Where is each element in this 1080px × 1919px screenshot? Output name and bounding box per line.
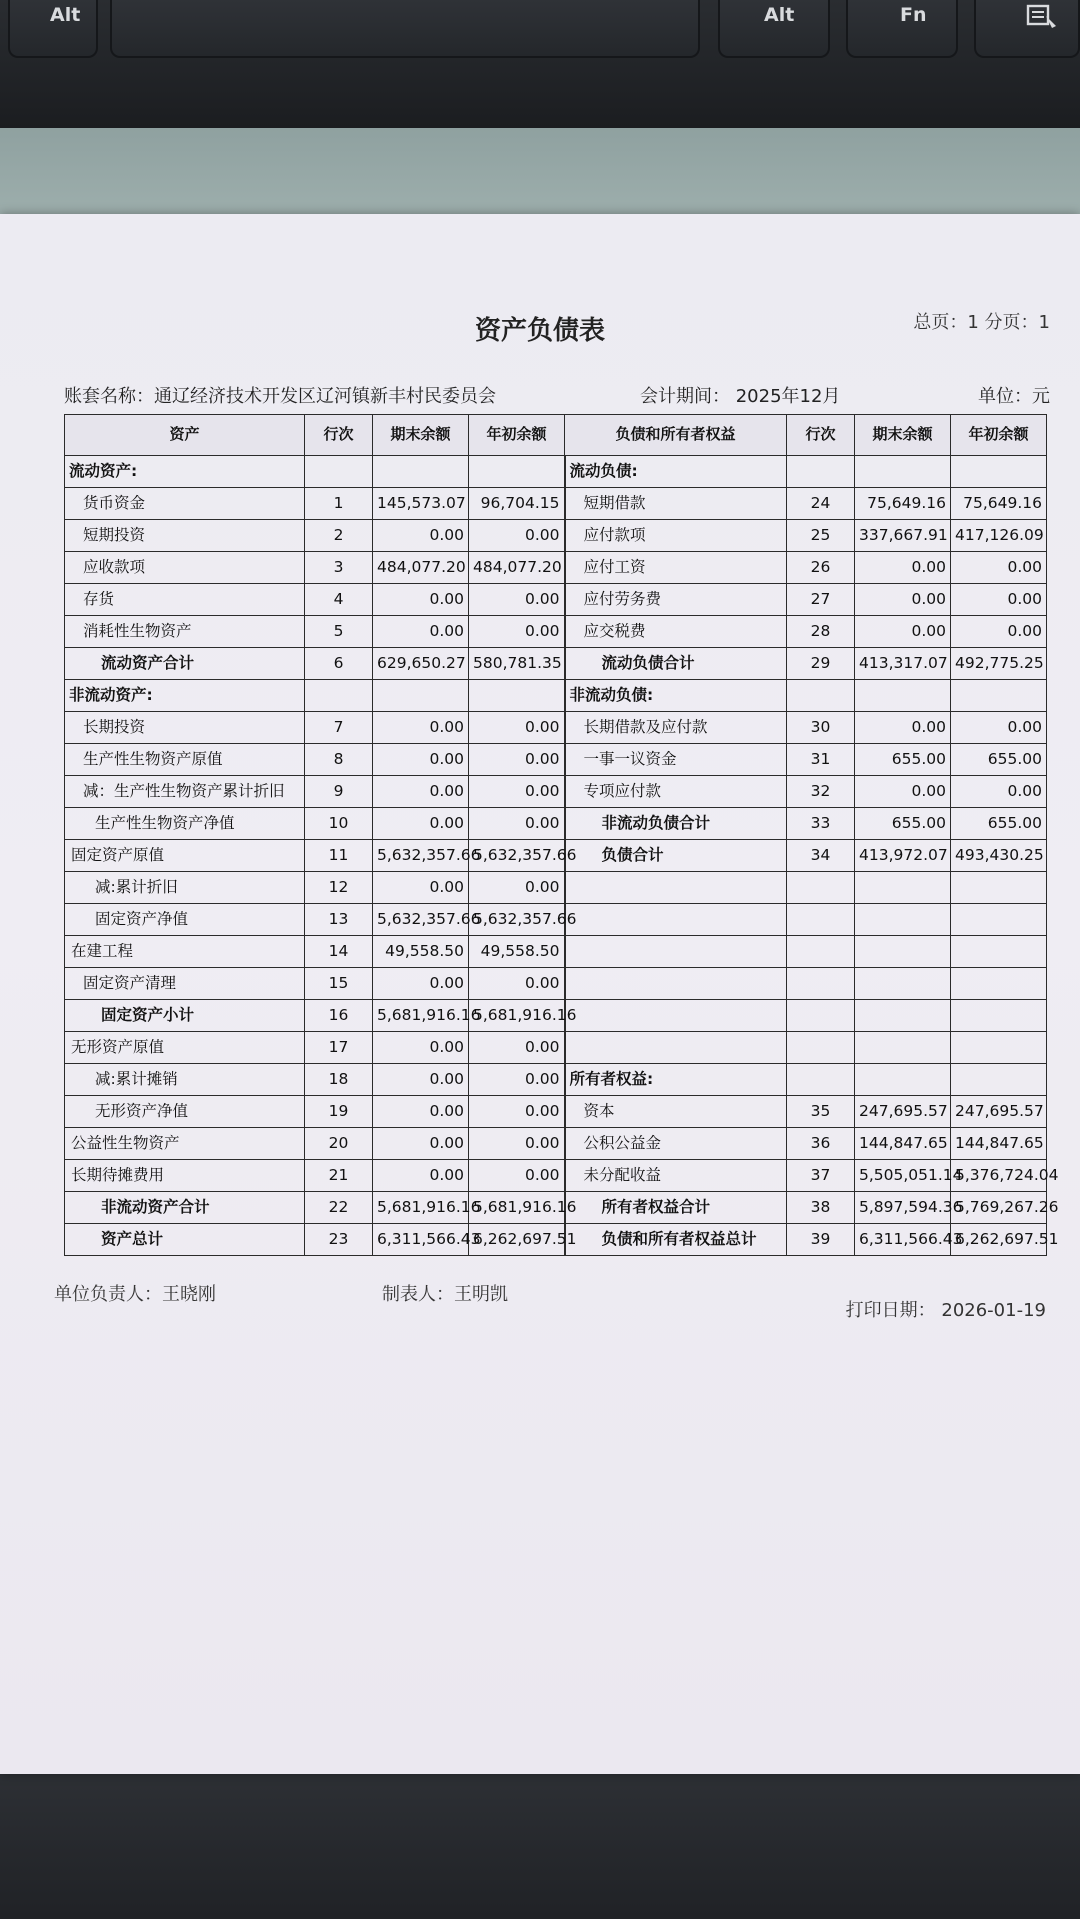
right-item-name bbox=[565, 936, 787, 968]
left-line-no: 6 bbox=[305, 648, 373, 680]
table-row bbox=[65, 776, 1047, 808]
left-item-name: 在建工程 bbox=[65, 936, 305, 968]
left-item-name: 固定资产清理 bbox=[65, 968, 305, 1000]
left-begin-balance: 5,632,357.66 bbox=[469, 904, 565, 936]
left-line-no: 7 bbox=[305, 712, 373, 744]
right-line-no bbox=[787, 936, 855, 968]
right-item-name: 负债和所有者权益总计 bbox=[565, 1224, 787, 1256]
left-item-name: 流动资产合计 bbox=[65, 648, 305, 680]
right-end-balance: 655.00 bbox=[855, 808, 951, 840]
left-item-name: 非流动资产: bbox=[65, 680, 305, 712]
left-end-balance bbox=[373, 680, 469, 712]
left-end-balance: 0.00 bbox=[373, 744, 469, 776]
right-end-balance: 247,695.57 bbox=[855, 1096, 951, 1128]
desk-surface bbox=[0, 128, 1080, 228]
left-end-balance: 5,632,357.66 bbox=[373, 904, 469, 936]
right-line-no: 29 bbox=[787, 648, 855, 680]
left-line-no: 15 bbox=[305, 968, 373, 1000]
right-end-balance bbox=[855, 456, 951, 488]
right-item-name: 流动负债合计 bbox=[565, 648, 787, 680]
right-item-name bbox=[565, 968, 787, 1000]
left-line-no: 12 bbox=[305, 872, 373, 904]
right-item-name: 公积公益金 bbox=[565, 1128, 787, 1160]
left-begin-balance: 5,632,357.66 bbox=[469, 840, 565, 872]
right-begin-balance: 492,775.25 bbox=[951, 648, 1047, 680]
right-line-no: 28 bbox=[787, 616, 855, 648]
left-begin-balance: 0.00 bbox=[469, 744, 565, 776]
right-begin-balance: 0.00 bbox=[951, 776, 1047, 808]
right-begin-balance bbox=[951, 680, 1047, 712]
left-end-balance: 0.00 bbox=[373, 872, 469, 904]
right-end-balance bbox=[855, 968, 951, 1000]
left-end-balance: 5,681,916.16 bbox=[373, 1000, 469, 1032]
right-item-name: 应付工资 bbox=[565, 552, 787, 584]
right-line-no bbox=[787, 680, 855, 712]
right-begin-balance: 0.00 bbox=[951, 616, 1047, 648]
left-line-no: 1 bbox=[305, 488, 373, 520]
print-date: 打印日期： 2026-01-19 bbox=[845, 1300, 1046, 1321]
report-title: 资产负债表 bbox=[474, 316, 605, 346]
right-line-no: 37 bbox=[787, 1160, 855, 1192]
left-line-no: 16 bbox=[305, 1000, 373, 1032]
table-row bbox=[65, 584, 1047, 616]
left-begin-balance: 0.00 bbox=[469, 1160, 565, 1192]
right-line-no bbox=[787, 904, 855, 936]
alt-key-right: Alt bbox=[718, 0, 830, 58]
right-begin-balance: 247,695.57 bbox=[951, 1096, 1047, 1128]
left-line-no: 3 bbox=[305, 552, 373, 584]
left-end-balance: 484,077.20 bbox=[373, 552, 469, 584]
right-item-name: 应付劳务费 bbox=[565, 584, 787, 616]
left-item-name: 公益性生物资产 bbox=[65, 1128, 305, 1160]
left-begin-balance: 0.00 bbox=[469, 712, 565, 744]
col-header-begin-balance: 年初余额 bbox=[951, 415, 1047, 456]
left-item-name: 固定资产小计 bbox=[65, 1000, 305, 1032]
right-line-no bbox=[787, 968, 855, 1000]
right-item-name: 短期借款 bbox=[565, 488, 787, 520]
right-line-no bbox=[787, 1032, 855, 1064]
right-item-name: 流动负债: bbox=[565, 456, 787, 488]
table-row bbox=[65, 872, 1047, 904]
right-begin-balance bbox=[951, 904, 1047, 936]
right-line-no: 24 bbox=[787, 488, 855, 520]
right-item-name: 资本 bbox=[565, 1096, 787, 1128]
left-line-no: 2 bbox=[305, 520, 373, 552]
right-end-balance bbox=[855, 680, 951, 712]
left-item-name: 长期投资 bbox=[65, 712, 305, 744]
right-line-no bbox=[787, 456, 855, 488]
right-end-balance bbox=[855, 904, 951, 936]
table-row bbox=[65, 1000, 1047, 1032]
left-line-no: 22 bbox=[305, 1192, 373, 1224]
left-end-balance: 0.00 bbox=[373, 1160, 469, 1192]
left-begin-balance: 0.00 bbox=[469, 584, 565, 616]
col-header-line: 行次 bbox=[305, 415, 373, 456]
right-item-name: 所有者权益合计 bbox=[565, 1192, 787, 1224]
left-item-name: 无形资产净值 bbox=[65, 1096, 305, 1128]
left-item-name: 短期投资 bbox=[65, 520, 305, 552]
left-item-name: 货币资金 bbox=[65, 488, 305, 520]
left-begin-balance: 5,681,916.16 bbox=[469, 1192, 565, 1224]
right-begin-balance: 493,430.25 bbox=[951, 840, 1047, 872]
left-end-balance: 0.00 bbox=[373, 776, 469, 808]
right-begin-balance: 75,649.16 bbox=[951, 488, 1047, 520]
table-row bbox=[65, 1224, 1047, 1256]
left-line-no: 11 bbox=[305, 840, 373, 872]
right-line-no: 27 bbox=[787, 584, 855, 616]
left-begin-balance: 0.00 bbox=[469, 1096, 565, 1128]
left-item-name: 生产性生物资产原值 bbox=[65, 744, 305, 776]
menu-key bbox=[974, 0, 1080, 58]
right-begin-balance: 144,847.65 bbox=[951, 1128, 1047, 1160]
right-begin-balance bbox=[951, 936, 1047, 968]
left-item-name: 长期待摊费用 bbox=[65, 1160, 305, 1192]
left-end-balance: 145,573.07 bbox=[373, 488, 469, 520]
left-end-balance: 0.00 bbox=[373, 712, 469, 744]
left-end-balance: 6,311,566.43 bbox=[373, 1224, 469, 1256]
table-row bbox=[65, 1128, 1047, 1160]
accounting-period: 会计期间： 2025年12月 bbox=[640, 386, 841, 407]
alt-key-left: Alt bbox=[8, 0, 98, 58]
right-item-name: 应交税费 bbox=[565, 616, 787, 648]
left-line-no: 23 bbox=[305, 1224, 373, 1256]
space-key bbox=[110, 0, 700, 58]
col-header-end-balance: 期末余额 bbox=[373, 415, 469, 456]
right-item-name: 非流动负债合计 bbox=[565, 808, 787, 840]
col-header-end-balance: 期末余额 bbox=[855, 415, 951, 456]
unit-manager: 单位负责人：王晓刚 bbox=[54, 1284, 216, 1305]
right-item-name bbox=[565, 1032, 787, 1064]
right-line-no: 38 bbox=[787, 1192, 855, 1224]
table-row bbox=[65, 552, 1047, 584]
left-line-no: 10 bbox=[305, 808, 373, 840]
left-end-balance: 0.00 bbox=[373, 1064, 469, 1096]
page-info: 总页：1 分页：1 bbox=[913, 312, 1050, 333]
left-begin-balance: 580,781.35 bbox=[469, 648, 565, 680]
right-line-no bbox=[787, 1064, 855, 1096]
left-begin-balance: 0.00 bbox=[469, 616, 565, 648]
left-begin-balance: 0.00 bbox=[469, 1032, 565, 1064]
left-item-name: 减:累计摊销 bbox=[65, 1064, 305, 1096]
right-end-balance bbox=[855, 872, 951, 904]
table-row bbox=[65, 680, 1047, 712]
preparer: 制表人：王明凯 bbox=[382, 1284, 508, 1305]
right-end-balance: 75,649.16 bbox=[855, 488, 951, 520]
left-line-no bbox=[305, 680, 373, 712]
right-end-balance: 0.00 bbox=[855, 584, 951, 616]
right-begin-balance: 5,769,267.26 bbox=[951, 1192, 1047, 1224]
left-item-name: 流动资产: bbox=[65, 456, 305, 488]
left-begin-balance: 0.00 bbox=[469, 808, 565, 840]
left-end-balance: 49,558.50 bbox=[373, 936, 469, 968]
right-end-balance: 0.00 bbox=[855, 616, 951, 648]
right-end-balance: 144,847.65 bbox=[855, 1128, 951, 1160]
left-end-balance: 5,632,357.66 bbox=[373, 840, 469, 872]
left-begin-balance: 0.00 bbox=[469, 968, 565, 1000]
right-end-balance: 5,505,051.14 bbox=[855, 1160, 951, 1192]
left-line-no: 18 bbox=[305, 1064, 373, 1096]
right-begin-balance: 6,262,697.51 bbox=[951, 1224, 1047, 1256]
right-item-name bbox=[565, 904, 787, 936]
left-item-name: 固定资产净值 bbox=[65, 904, 305, 936]
table-row bbox=[65, 1032, 1047, 1064]
right-begin-balance bbox=[951, 456, 1047, 488]
right-begin-balance bbox=[951, 1032, 1047, 1064]
left-line-no: 17 bbox=[305, 1032, 373, 1064]
menu-key-icon bbox=[1026, 4, 1060, 30]
left-line-no: 19 bbox=[305, 1096, 373, 1128]
right-end-balance bbox=[855, 1032, 951, 1064]
right-end-balance: 5,897,594.36 bbox=[855, 1192, 951, 1224]
left-begin-balance bbox=[469, 680, 565, 712]
table-row bbox=[65, 488, 1047, 520]
table-row bbox=[65, 616, 1047, 648]
right-line-no: 35 bbox=[787, 1096, 855, 1128]
col-header-line: 行次 bbox=[787, 415, 855, 456]
right-item-name bbox=[565, 1000, 787, 1032]
balance-sheet-table bbox=[64, 414, 1059, 1256]
right-line-no: 32 bbox=[787, 776, 855, 808]
right-line-no bbox=[787, 1000, 855, 1032]
right-begin-balance: 417,126.09 bbox=[951, 520, 1047, 552]
right-begin-balance bbox=[951, 872, 1047, 904]
left-end-balance bbox=[373, 456, 469, 488]
left-item-name: 减:累计折旧 bbox=[65, 872, 305, 904]
table-row bbox=[65, 648, 1047, 680]
right-end-balance: 413,972.07 bbox=[855, 840, 951, 872]
table-row bbox=[65, 1064, 1047, 1096]
left-item-name: 存货 bbox=[65, 584, 305, 616]
table-header-row bbox=[65, 415, 1047, 456]
table-row bbox=[65, 840, 1047, 872]
left-end-balance: 0.00 bbox=[373, 1096, 469, 1128]
table-row bbox=[65, 712, 1047, 744]
right-begin-balance: 0.00 bbox=[951, 552, 1047, 584]
right-end-balance: 6,311,566.43 bbox=[855, 1224, 951, 1256]
left-begin-balance: 0.00 bbox=[469, 520, 565, 552]
table-row bbox=[65, 744, 1047, 776]
right-item-name: 负债合计 bbox=[565, 840, 787, 872]
left-end-balance: 0.00 bbox=[373, 808, 469, 840]
table-row bbox=[65, 520, 1047, 552]
left-line-no: 20 bbox=[305, 1128, 373, 1160]
left-end-balance: 629,650.27 bbox=[373, 648, 469, 680]
right-begin-balance: 5,376,724.04 bbox=[951, 1160, 1047, 1192]
currency-unit: 单位：元 bbox=[978, 386, 1050, 407]
right-item-name: 专项应付款 bbox=[565, 776, 787, 808]
left-end-balance: 0.00 bbox=[373, 1032, 469, 1064]
left-begin-balance: 0.00 bbox=[469, 776, 565, 808]
right-end-balance: 413,317.07 bbox=[855, 648, 951, 680]
right-begin-balance: 655.00 bbox=[951, 744, 1047, 776]
left-end-balance: 0.00 bbox=[373, 520, 469, 552]
table-row bbox=[65, 808, 1047, 840]
left-item-name: 固定资产原值 bbox=[65, 840, 305, 872]
left-begin-balance: 0.00 bbox=[469, 1064, 565, 1096]
left-line-no: 9 bbox=[305, 776, 373, 808]
right-end-balance: 0.00 bbox=[855, 776, 951, 808]
right-line-no: 26 bbox=[787, 552, 855, 584]
left-begin-balance: 6,262,697.51 bbox=[469, 1224, 565, 1256]
right-item-name: 未分配收益 bbox=[565, 1160, 787, 1192]
left-line-no: 13 bbox=[305, 904, 373, 936]
left-begin-balance: 5,681,916.16 bbox=[469, 1000, 565, 1032]
left-item-name: 资产总计 bbox=[65, 1224, 305, 1256]
right-end-balance: 0.00 bbox=[855, 712, 951, 744]
left-begin-balance bbox=[469, 456, 565, 488]
right-begin-balance: 0.00 bbox=[951, 584, 1047, 616]
right-line-no: 33 bbox=[787, 808, 855, 840]
table-row bbox=[65, 968, 1047, 1000]
left-line-no: 14 bbox=[305, 936, 373, 968]
table-row bbox=[65, 1160, 1047, 1192]
left-line-no: 21 bbox=[305, 1160, 373, 1192]
right-line-no: 30 bbox=[787, 712, 855, 744]
col-header-begin-balance: 年初余额 bbox=[469, 415, 565, 456]
fn-key: Fn bbox=[846, 0, 958, 58]
left-line-no: 5 bbox=[305, 616, 373, 648]
keyboard bbox=[0, 0, 1080, 128]
left-item-name: 应收款项 bbox=[65, 552, 305, 584]
left-end-balance: 5,681,916.16 bbox=[373, 1192, 469, 1224]
col-header-liabilities: 负债和所有者权益 bbox=[565, 415, 787, 456]
right-line-no: 36 bbox=[787, 1128, 855, 1160]
right-end-balance: 337,667.91 bbox=[855, 520, 951, 552]
account-set-name: 账套名称：通辽经济技术开发区辽河镇新丰村民委员会 bbox=[64, 386, 496, 407]
right-begin-balance bbox=[951, 968, 1047, 1000]
right-line-no: 25 bbox=[787, 520, 855, 552]
left-line-no: 8 bbox=[305, 744, 373, 776]
left-line-no bbox=[305, 456, 373, 488]
right-item-name: 一事一议资金 bbox=[565, 744, 787, 776]
right-end-balance bbox=[855, 1064, 951, 1096]
col-header-assets: 资产 bbox=[65, 415, 305, 456]
right-begin-balance: 0.00 bbox=[951, 712, 1047, 744]
left-line-no: 4 bbox=[305, 584, 373, 616]
right-begin-balance bbox=[951, 1000, 1047, 1032]
left-item-name: 消耗性生物资产 bbox=[65, 616, 305, 648]
right-end-balance: 0.00 bbox=[855, 552, 951, 584]
right-item-name: 长期借款及应付款 bbox=[565, 712, 787, 744]
left-end-balance: 0.00 bbox=[373, 968, 469, 1000]
left-begin-balance: 96,704.15 bbox=[469, 488, 565, 520]
right-item-name: 所有者权益: bbox=[565, 1064, 787, 1096]
right-line-no: 34 bbox=[787, 840, 855, 872]
right-end-balance: 655.00 bbox=[855, 744, 951, 776]
right-begin-balance: 655.00 bbox=[951, 808, 1047, 840]
paper-sheet bbox=[0, 214, 1080, 1774]
left-item-name: 生产性生物资产净值 bbox=[65, 808, 305, 840]
table-row bbox=[65, 936, 1047, 968]
table-row bbox=[65, 456, 1047, 488]
left-item-name: 减：生产性生物资产累计折旧 bbox=[65, 776, 305, 808]
right-end-balance bbox=[855, 936, 951, 968]
right-line-no bbox=[787, 872, 855, 904]
right-item-name: 非流动负债: bbox=[565, 680, 787, 712]
right-item-name bbox=[565, 872, 787, 904]
right-line-no: 39 bbox=[787, 1224, 855, 1256]
right-begin-balance bbox=[951, 1064, 1047, 1096]
right-item-name: 应付款项 bbox=[565, 520, 787, 552]
right-line-no: 31 bbox=[787, 744, 855, 776]
left-item-name: 非流动资产合计 bbox=[65, 1192, 305, 1224]
table-row bbox=[65, 1096, 1047, 1128]
left-item-name: 无形资产原值 bbox=[65, 1032, 305, 1064]
right-end-balance bbox=[855, 1000, 951, 1032]
left-begin-balance: 49,558.50 bbox=[469, 936, 565, 968]
background-fabric bbox=[0, 1760, 1080, 1919]
left-begin-balance: 0.00 bbox=[469, 872, 565, 904]
left-end-balance: 0.00 bbox=[373, 616, 469, 648]
left-end-balance: 0.00 bbox=[373, 1128, 469, 1160]
table-row bbox=[65, 1192, 1047, 1224]
table-row bbox=[65, 904, 1047, 936]
left-begin-balance: 0.00 bbox=[469, 1128, 565, 1160]
left-begin-balance: 484,077.20 bbox=[469, 552, 565, 584]
left-end-balance: 0.00 bbox=[373, 584, 469, 616]
